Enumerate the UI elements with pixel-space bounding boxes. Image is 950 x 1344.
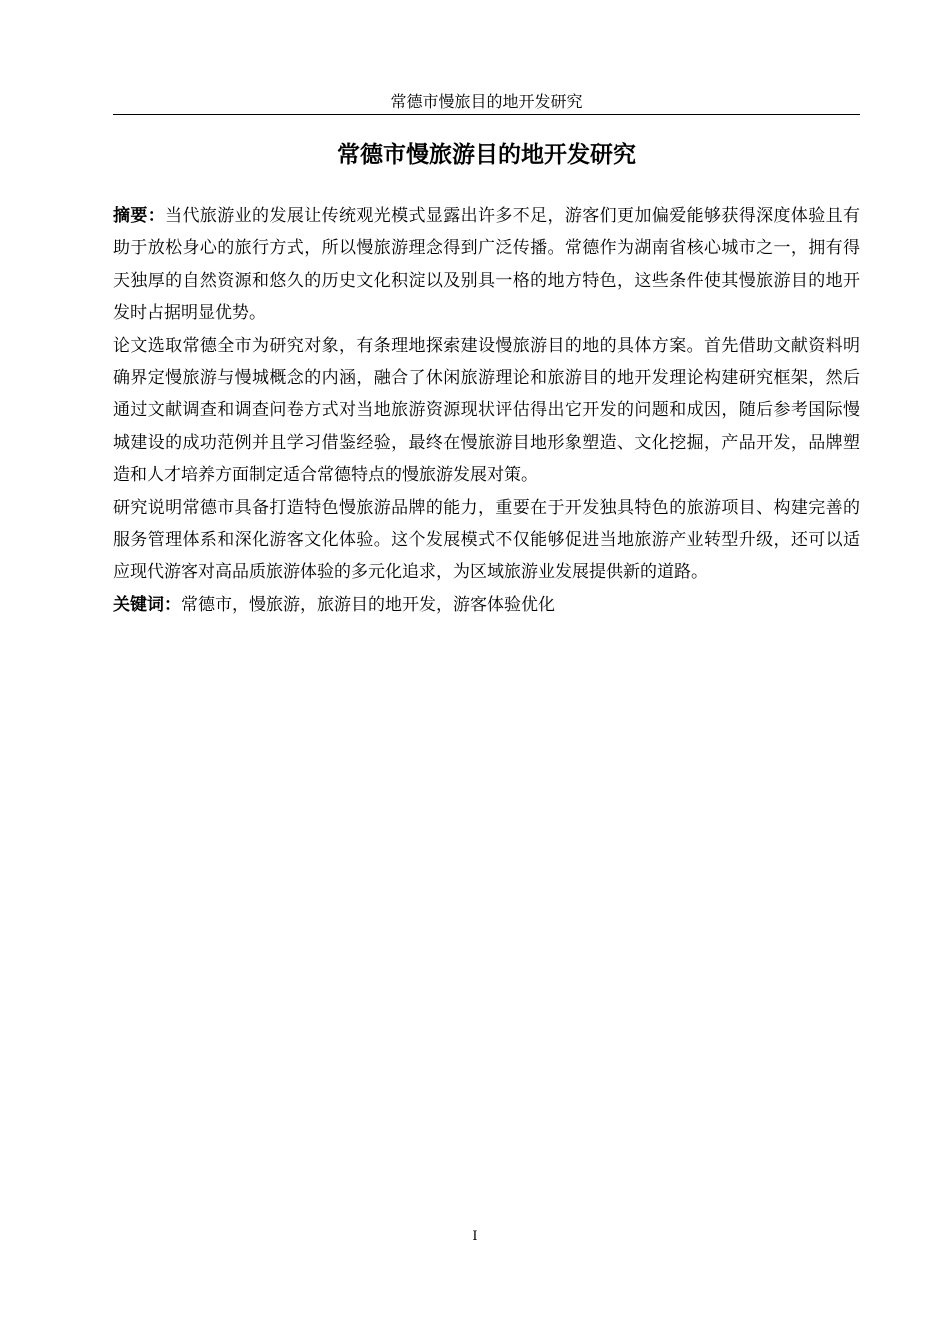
abstract-paragraph-3: 研究说明常德市具备打造特色慢旅游品牌的能力，重要在于开发独具特色的旅游项目、构建完善的服务管理体系和深化游客文化体验。这个发展模式不仅能够促进当地旅游产业转型升级，还可以适应现代游客对高品质旅游体验的多元化追求，为区域旅游业发展提供新的道路。 xyxy=(113,497,860,583)
page-number: I xyxy=(472,1229,478,1244)
running-header: 常德市慢旅目的地开发研究 xyxy=(113,90,860,115)
keywords-label: 关键词： xyxy=(113,594,181,615)
keywords-text: 常德市，慢旅游，旅游目的地开发，游客体验优化 xyxy=(181,594,555,615)
abstract-section xyxy=(113,200,860,621)
abstract-paragraph-2: 论文选取常德全市为研究对象，有条理地探索建设慢旅游目的地的具体方案。首先借助文献资料明确界定慢旅游与慢城概念的内涵，融合了休闲旅游理论和旅游目的地开发理论构建研究框架，然后通过文献调查和调查问卷方式对当地旅游资源现状评估得出它开发的问题和成因，随后参考国际慢城建设的成功范例并且学习借鉴经验，最终在慢旅游目地形象塑造、文化挖掘，产品开发，品牌塑造和人才培养方面制定适合常德特点的慢旅游发展对策。 xyxy=(113,335,860,486)
abstract-paragraph-1 xyxy=(113,200,860,330)
paper-title: 常德市慢旅游目的地开发研究 xyxy=(337,142,636,168)
abstract-label: 摘要： xyxy=(113,206,166,226)
keywords-line xyxy=(113,589,860,621)
abstract-text-1: 当代旅游业的发展让传统观光模式显露出许多不足，游客们更加偏爱能够获得深度体验且有助于放松身心的旅行方式，所以慢旅游理念得到广泛传播。常德作为湖南省核心城市之一，拥有得天独厚的自然资源和悠久的历史文化积淀以及别具一格的地方特色，这些条件使其慢旅游目的地开发时占据明显优势。 xyxy=(113,206,861,324)
